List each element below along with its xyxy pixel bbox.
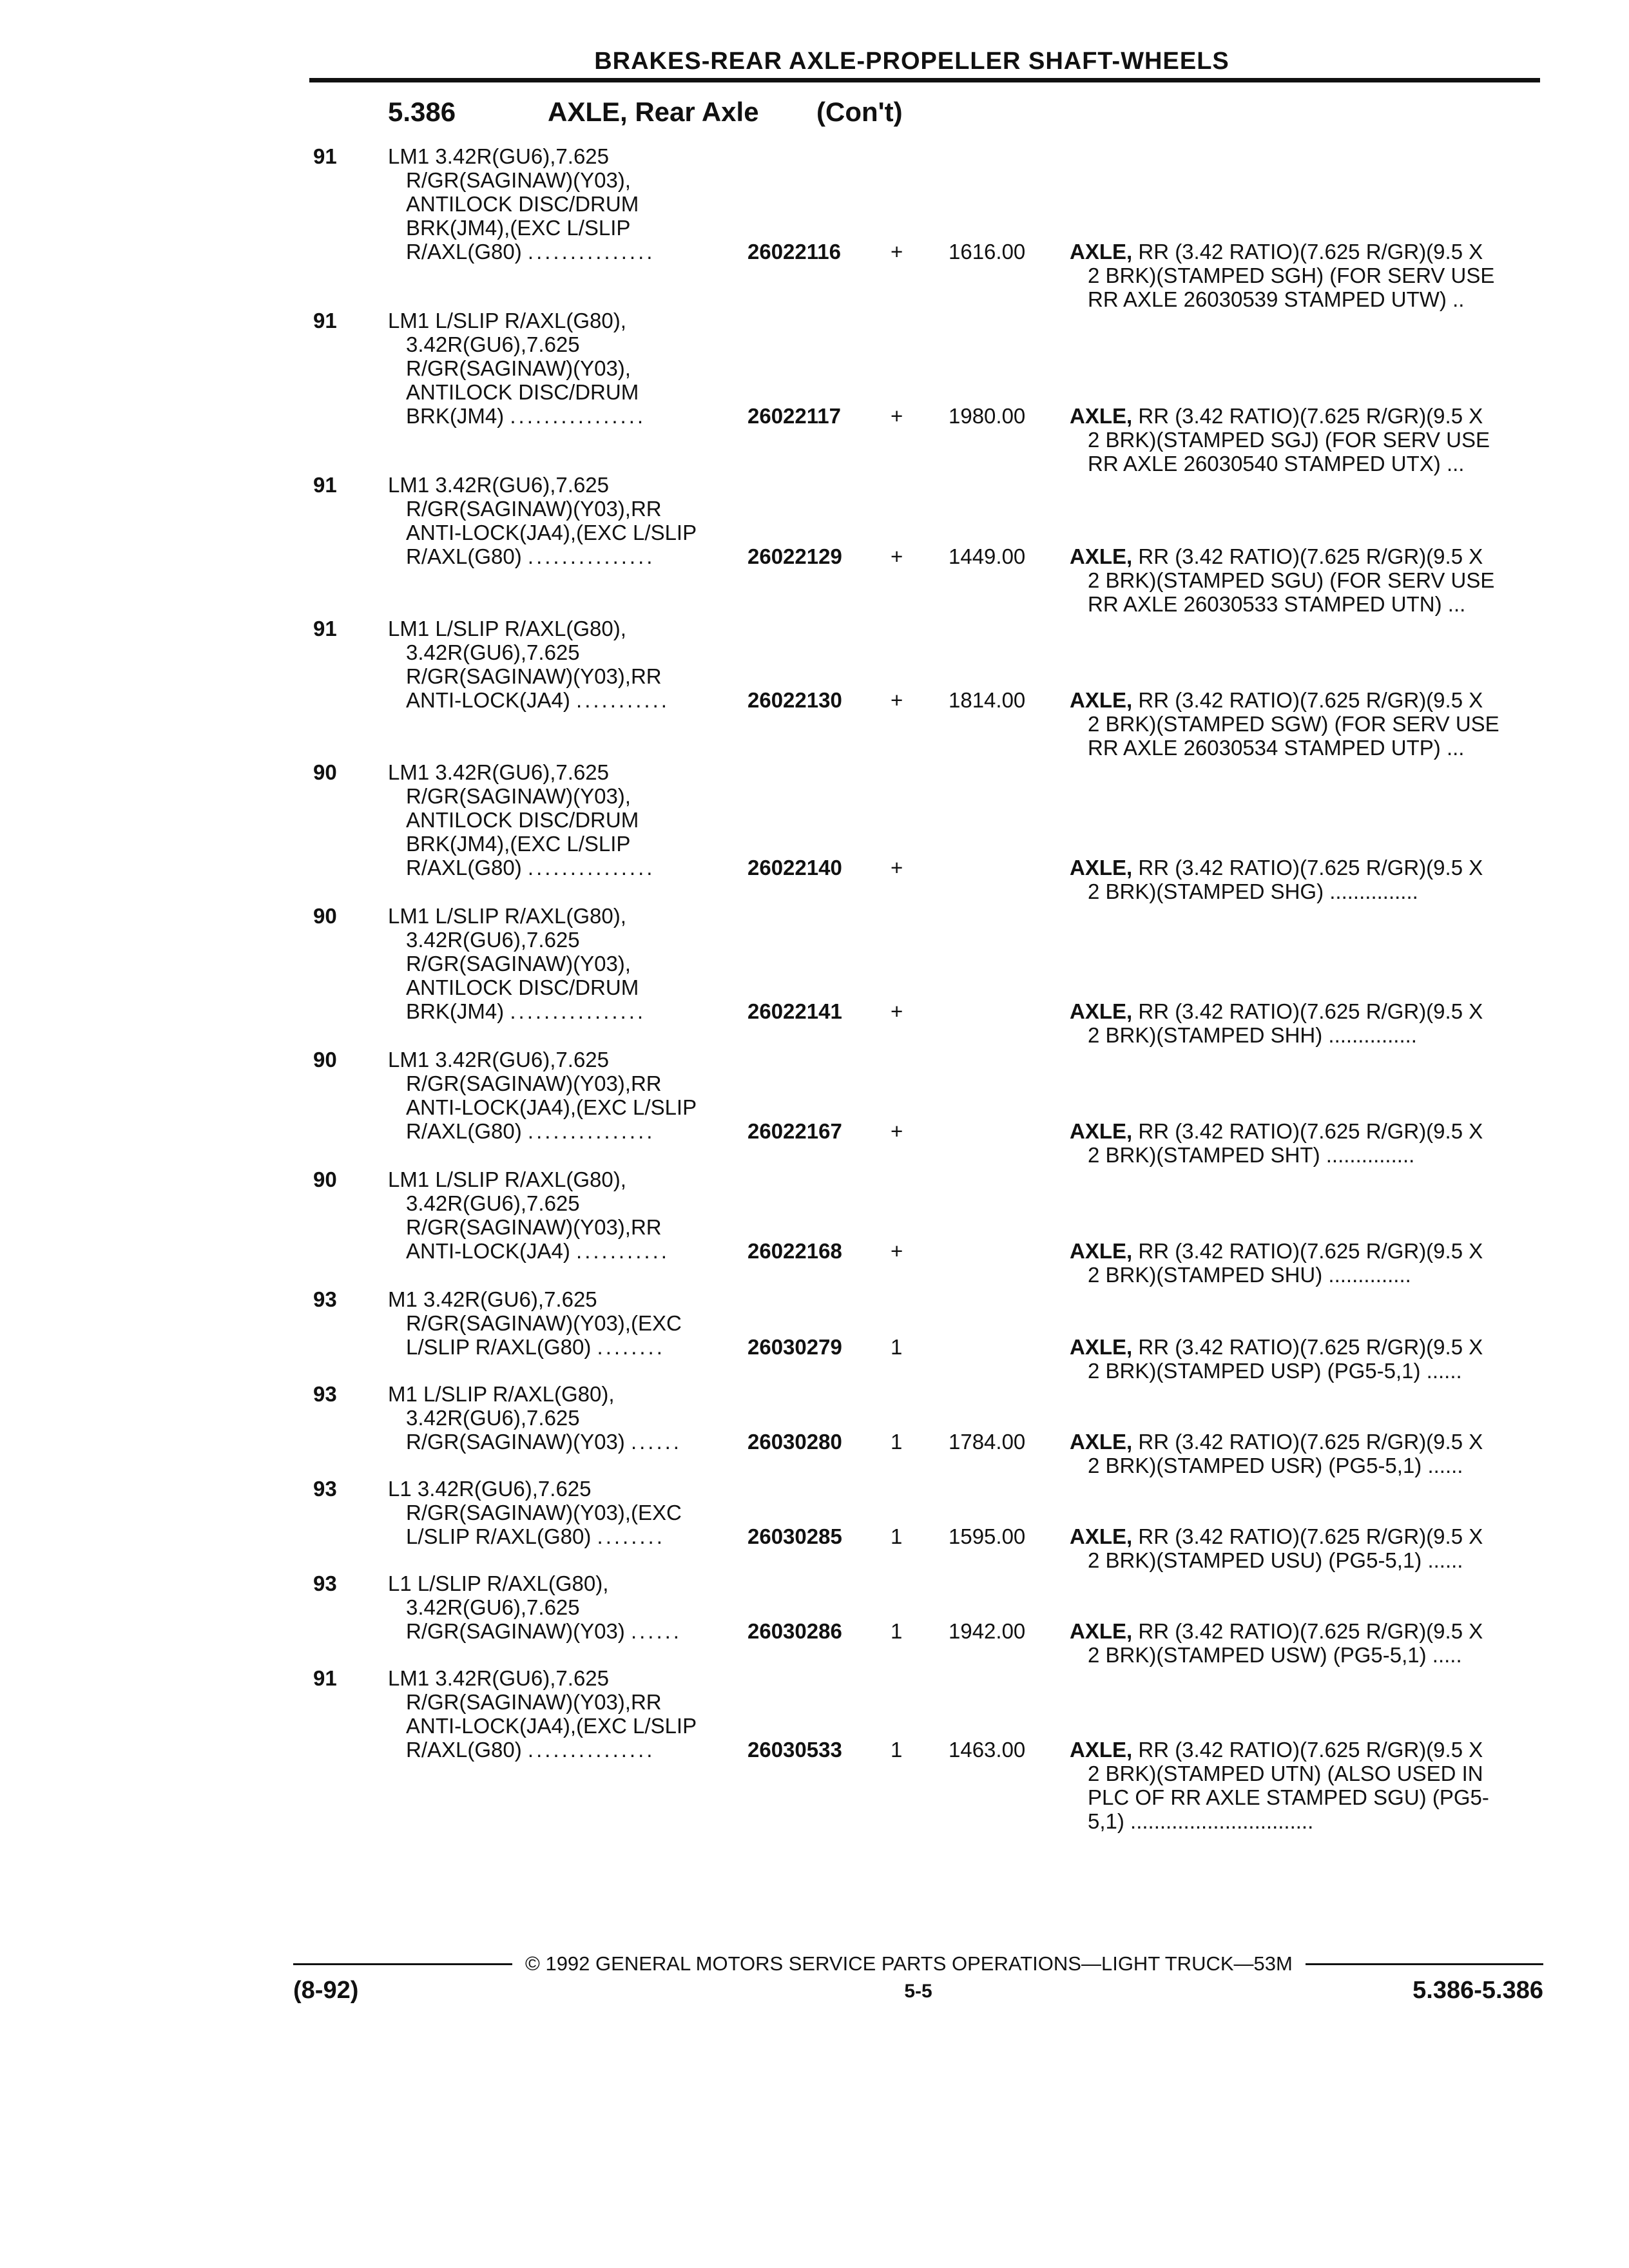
list-item — [0, 1287, 1629, 1383]
description-line: R/AXL(G80) — [406, 1738, 522, 1762]
page-header — [309, 48, 1540, 82]
description-line: L/SLIP R/AXL(G80) — [406, 1335, 592, 1359]
part-description-line: AXLE, RR (3.42 RATIO)(7.625 R/GR)(9.5 X — [1070, 999, 1483, 1023]
leader-dots: ................ — [510, 404, 646, 428]
part-number: 26022141 — [747, 999, 842, 1023]
part-description-line: 2 BRK)(STAMPED USW) (PG5-5,1) ..... — [1088, 1643, 1462, 1667]
part-number: 26022167 — [747, 1119, 842, 1143]
description-line: R/GR(SAGINAW)(Y03) — [406, 1619, 625, 1643]
description-line: BRK(JM4) — [406, 999, 505, 1023]
quantity: + — [891, 1239, 903, 1263]
list-item — [0, 1477, 1629, 1572]
description-last-line — [406, 544, 655, 568]
description-line: 3.42R(GU6),7.625 — [406, 640, 580, 664]
leader-dots: ........ — [597, 1524, 665, 1548]
footer-date: (8-92) — [293, 1977, 359, 2004]
part-description-line: AXLE, RR (3.42 RATIO)(7.625 R/GR)(9.5 X — [1070, 1524, 1483, 1548]
part-description-line: AXLE, RR (3.42 RATIO)(7.625 R/GR)(9.5 X — [1070, 1239, 1483, 1263]
section-title: AXLE, Rear Axle — [548, 97, 759, 127]
description-line: LM1 3.42R(GU6),7.625 — [388, 144, 610, 168]
part-description-line: AXLE, RR (3.42 RATIO)(7.625 R/GR)(9.5 X — [1070, 1619, 1483, 1643]
part-description-line: 2 BRK)(STAMPED USU) (PG5-5,1) ...... — [1088, 1548, 1463, 1572]
leader-dots: ...... — [630, 1430, 682, 1454]
description-last-line — [406, 1619, 682, 1643]
description-line: R/GR(SAGINAW)(Y03),RR — [406, 497, 662, 521]
description-line: R/GR(SAGINAW)(Y03), — [406, 356, 631, 380]
description-line: LM1 L/SLIP R/AXL(G80), — [388, 1168, 626, 1191]
part-number: 26030285 — [747, 1524, 842, 1548]
model-year: 91 — [313, 473, 337, 497]
description-last-line — [406, 1239, 670, 1263]
leader-dots: ........... — [576, 688, 670, 712]
description-line: ANTI-LOCK(JA4),(EXC L/SLIP — [406, 1095, 697, 1119]
description-line: ANTI-LOCK(JA4) — [406, 1239, 570, 1263]
list-item — [0, 1168, 1629, 1287]
application-description — [388, 1477, 682, 1524]
part-description-line: 5,1) ............................... — [1088, 1809, 1314, 1833]
description-last-line — [406, 1335, 665, 1359]
description-last-line — [406, 1524, 665, 1548]
application-description — [388, 473, 697, 544]
description-line: LM1 L/SLIP R/AXL(G80), — [388, 617, 626, 640]
description-line: R/GR(SAGINAW)(Y03),(EXC — [406, 1311, 682, 1335]
application-description — [388, 1571, 608, 1619]
application-description — [388, 617, 662, 688]
model-year: 90 — [313, 760, 337, 784]
page-footer — [293, 1952, 1543, 2004]
part-description — [1070, 1430, 1483, 1477]
footer-rule-left — [293, 1963, 512, 1965]
list-item — [0, 1571, 1629, 1667]
price: 1942.00 — [949, 1619, 1026, 1643]
description-line: R/GR(SAGINAW)(Y03), — [406, 784, 631, 808]
description-line: R/GR(SAGINAW)(Y03),RR — [406, 1072, 662, 1095]
model-year: 91 — [313, 617, 337, 640]
description-line: ANTILOCK DISC/DRUM — [406, 192, 639, 216]
description-line: L1 3.42R(GU6),7.625 — [388, 1477, 592, 1501]
part-number: 26030286 — [747, 1619, 842, 1643]
part-description — [1070, 1239, 1483, 1287]
part-description — [1070, 688, 1499, 760]
leader-dots: ............... — [527, 856, 655, 879]
part-description-line: AXLE, RR (3.42 RATIO)(7.625 R/GR)(9.5 X — [1070, 1430, 1483, 1454]
quantity: + — [891, 544, 903, 568]
list-item — [0, 904, 1629, 1047]
price: 1980.00 — [949, 404, 1026, 428]
part-description-line: AXLE, RR (3.42 RATIO)(7.625 R/GR)(9.5 X — [1070, 404, 1483, 428]
description-line: R/AXL(G80) — [406, 544, 522, 568]
description-line: R/GR(SAGINAW)(Y03) — [406, 1430, 625, 1454]
part-description — [1070, 1335, 1483, 1383]
model-year: 91 — [313, 1666, 337, 1690]
price: 1463.00 — [949, 1738, 1026, 1762]
part-number: 26022168 — [747, 1239, 842, 1263]
model-year: 93 — [313, 1287, 337, 1311]
description-last-line — [406, 1738, 655, 1762]
description-last-line — [406, 404, 646, 428]
part-description — [1070, 544, 1494, 616]
quantity: + — [891, 404, 903, 428]
list-item — [0, 1666, 1629, 1833]
section-number: 5.386 — [388, 97, 456, 127]
part-description-line: RR AXLE 26030540 STAMPED UTX) ... — [1088, 452, 1465, 476]
application-description — [388, 1168, 662, 1239]
quantity: + — [891, 856, 903, 879]
description-line: R/AXL(G80) — [406, 856, 522, 879]
application-description — [388, 144, 639, 240]
description-line: LM1 3.42R(GU6),7.625 — [388, 1048, 610, 1072]
model-year: 90 — [313, 904, 337, 928]
quantity: 1 — [891, 1524, 903, 1548]
leader-dots: ........ — [597, 1335, 665, 1359]
model-year: 91 — [313, 144, 337, 168]
description-line: ANTILOCK DISC/DRUM — [406, 380, 639, 404]
description-line: ANTI-LOCK(JA4),(EXC L/SLIP — [406, 1714, 697, 1738]
description-line: BRK(JM4),(EXC L/SLIP — [406, 216, 631, 240]
description-line: R/AXL(G80) — [406, 1119, 522, 1143]
quantity: 1 — [891, 1335, 903, 1359]
part-description-line: PLC OF RR AXLE STAMPED SGU) (PG5- — [1088, 1785, 1489, 1809]
description-line: ANTI-LOCK(JA4),(EXC L/SLIP — [406, 521, 697, 544]
quantity: 1 — [891, 1430, 903, 1454]
description-line: LM1 3.42R(GU6),7.625 — [388, 1666, 610, 1690]
quantity: 1 — [891, 1619, 903, 1643]
part-description-line: AXLE, RR (3.42 RATIO)(7.625 R/GR)(9.5 X — [1070, 856, 1483, 879]
footer-rule-right — [1306, 1963, 1543, 1965]
description-line: ANTI-LOCK(JA4) — [406, 688, 570, 712]
quantity: + — [891, 999, 903, 1023]
model-year: 93 — [313, 1571, 337, 1595]
part-description-line: 2 BRK)(STAMPED UTN) (ALSO USED IN — [1088, 1762, 1483, 1785]
description-line: R/GR(SAGINAW)(Y03),RR — [406, 664, 662, 688]
description-line: 3.42R(GU6),7.625 — [406, 1191, 580, 1215]
part-description — [1070, 1524, 1483, 1572]
price: 1814.00 — [949, 688, 1026, 712]
part-description-line: 2 BRK)(STAMPED SHT) ............... — [1088, 1143, 1415, 1167]
quantity: + — [891, 1119, 903, 1143]
quantity: 1 — [891, 1738, 903, 1762]
description-line: 3.42R(GU6),7.625 — [406, 332, 580, 356]
list-item — [0, 760, 1629, 903]
part-number: 26022117 — [747, 404, 842, 428]
description-line: 3.42R(GU6),7.625 — [406, 928, 580, 952]
list-item — [0, 473, 1629, 616]
description-line: BRK(JM4) — [406, 404, 505, 428]
part-number: 26022140 — [747, 856, 842, 879]
quantity: + — [891, 240, 903, 264]
part-description-line: 2 BRK)(STAMPED USP) (PG5-5,1) ...... — [1088, 1359, 1462, 1383]
description-line: R/GR(SAGINAW)(Y03),RR — [406, 1690, 662, 1714]
part-description-line: AXLE, RR (3.42 RATIO)(7.625 R/GR)(9.5 X — [1070, 688, 1483, 712]
part-description — [1070, 404, 1490, 476]
part-description-line: AXLE, RR (3.42 RATIO)(7.625 R/GR)(9.5 X — [1070, 544, 1483, 568]
part-description — [1070, 999, 1483, 1047]
leader-dots: ............... — [527, 1738, 655, 1762]
part-description-line: RR AXLE 26030533 STAMPED UTN) ... — [1088, 592, 1466, 616]
part-number: 26030280 — [747, 1430, 842, 1454]
leader-dots: ...... — [630, 1619, 682, 1643]
description-line: R/AXL(G80) — [406, 240, 522, 264]
description-line: L/SLIP R/AXL(G80) — [406, 1524, 592, 1548]
description-last-line — [406, 1119, 655, 1143]
application-description — [388, 904, 639, 999]
description-last-line — [406, 856, 655, 879]
description-line: LM1 3.42R(GU6),7.625 — [388, 760, 610, 784]
leader-dots: ............... — [527, 544, 655, 568]
part-description-line: 2 BRK)(STAMPED SGH) (FOR SERV USE — [1088, 264, 1495, 287]
price: 1784.00 — [949, 1430, 1026, 1454]
part-description — [1070, 856, 1483, 903]
description-last-line — [406, 999, 646, 1023]
list-item — [0, 617, 1629, 760]
description-last-line — [406, 240, 655, 264]
application-description — [388, 1048, 697, 1119]
leader-dots: ............... — [527, 1119, 655, 1143]
footer-page-number: 5-5 — [904, 1981, 932, 2002]
part-description-line: 2 BRK)(STAMPED SGU) (FOR SERV USE — [1088, 568, 1495, 592]
part-description-line: 2 BRK)(STAMPED USR) (PG5-5,1) ...... — [1088, 1454, 1463, 1477]
leader-dots: ............... — [527, 240, 655, 264]
part-description-line: AXLE, RR (3.42 RATIO)(7.625 R/GR)(9.5 X — [1070, 240, 1483, 264]
part-number: 26030279 — [747, 1335, 842, 1359]
description-line: R/GR(SAGINAW)(Y03), — [406, 952, 631, 975]
description-line: L1 L/SLIP R/AXL(G80), — [388, 1571, 609, 1595]
description-last-line — [406, 1430, 682, 1454]
description-line: R/GR(SAGINAW)(Y03),(EXC — [406, 1501, 682, 1524]
description-line: R/GR(SAGINAW)(Y03),RR — [406, 1215, 662, 1239]
part-number: 26022130 — [747, 688, 842, 712]
list-item — [0, 1048, 1629, 1167]
price: 1616.00 — [949, 240, 1026, 264]
footer-range: 5.386-5.386 — [1412, 1977, 1543, 2004]
part-description — [1070, 1619, 1483, 1667]
description-line: M1 L/SLIP R/AXL(G80), — [388, 1382, 615, 1406]
model-year: 91 — [313, 309, 337, 332]
description-line: BRK(JM4),(EXC L/SLIP — [406, 832, 631, 856]
application-description — [388, 760, 639, 856]
application-description — [388, 1287, 682, 1335]
section-continued: (Con't) — [816, 97, 903, 127]
description-line: R/GR(SAGINAW)(Y03), — [406, 168, 631, 192]
part-description — [1070, 1738, 1489, 1833]
page-title: BRAKES-REAR AXLE-PROPELLER SHAFT-WHEELS — [594, 48, 1229, 75]
description-line: LM1 L/SLIP R/AXL(G80), — [388, 904, 626, 928]
price: 1595.00 — [949, 1524, 1026, 1548]
header-rule — [309, 78, 1540, 82]
model-year: 90 — [313, 1048, 337, 1072]
part-description-line: AXLE, RR (3.42 RATIO)(7.625 R/GR)(9.5 X — [1070, 1119, 1483, 1143]
footer-copyright: © 1992 GENERAL MOTORS SERVICE PARTS OPERATIONS—LIGHT TRUCK—53M — [525, 1952, 1293, 1975]
model-year: 93 — [313, 1382, 337, 1406]
list-item — [0, 144, 1629, 311]
part-description-line: 2 BRK)(STAMPED SHH) ............... — [1088, 1023, 1417, 1047]
part-description-line: 2 BRK)(STAMPED SGW) (FOR SERV USE — [1088, 712, 1499, 736]
part-number: 26022129 — [747, 544, 842, 568]
description-line: ANTILOCK DISC/DRUM — [406, 808, 639, 832]
description-line: LM1 3.42R(GU6),7.625 — [388, 473, 610, 497]
description-last-line — [406, 688, 670, 712]
application-description — [388, 1382, 615, 1430]
part-number: 26022116 — [747, 240, 842, 264]
part-description — [1070, 240, 1494, 311]
description-line: LM1 L/SLIP R/AXL(G80), — [388, 309, 626, 332]
price: 1449.00 — [949, 544, 1026, 568]
part-description-line: RR AXLE 26030539 STAMPED UTW) .. — [1088, 287, 1465, 311]
model-year: 90 — [313, 1168, 337, 1191]
part-description-line: 2 BRK)(STAMPED SHU) .............. — [1088, 1263, 1411, 1287]
part-description — [1070, 1119, 1483, 1167]
description-line: 3.42R(GU6),7.625 — [406, 1406, 580, 1430]
part-number: 26030533 — [747, 1738, 842, 1762]
model-year: 93 — [313, 1477, 337, 1501]
application-description — [388, 309, 639, 404]
description-line: ANTILOCK DISC/DRUM — [406, 975, 639, 999]
list-item — [0, 309, 1629, 476]
list-item — [0, 1382, 1629, 1477]
application-description — [388, 1666, 697, 1738]
part-description-line: AXLE, RR (3.42 RATIO)(7.625 R/GR)(9.5 X — [1070, 1335, 1483, 1359]
description-line: M1 3.42R(GU6),7.625 — [388, 1287, 597, 1311]
leader-dots: ................ — [510, 999, 646, 1023]
description-line: 3.42R(GU6),7.625 — [406, 1595, 580, 1619]
leader-dots: ........... — [576, 1239, 670, 1263]
part-description-line: 2 BRK)(STAMPED SGJ) (FOR SERV USE — [1088, 428, 1490, 452]
part-description-line: 2 BRK)(STAMPED SHG) ............... — [1088, 879, 1418, 903]
quantity: + — [891, 688, 903, 712]
part-description-line: AXLE, RR (3.42 RATIO)(7.625 R/GR)(9.5 X — [1070, 1738, 1483, 1762]
part-description-line: RR AXLE 26030534 STAMPED UTP) ... — [1088, 736, 1465, 760]
